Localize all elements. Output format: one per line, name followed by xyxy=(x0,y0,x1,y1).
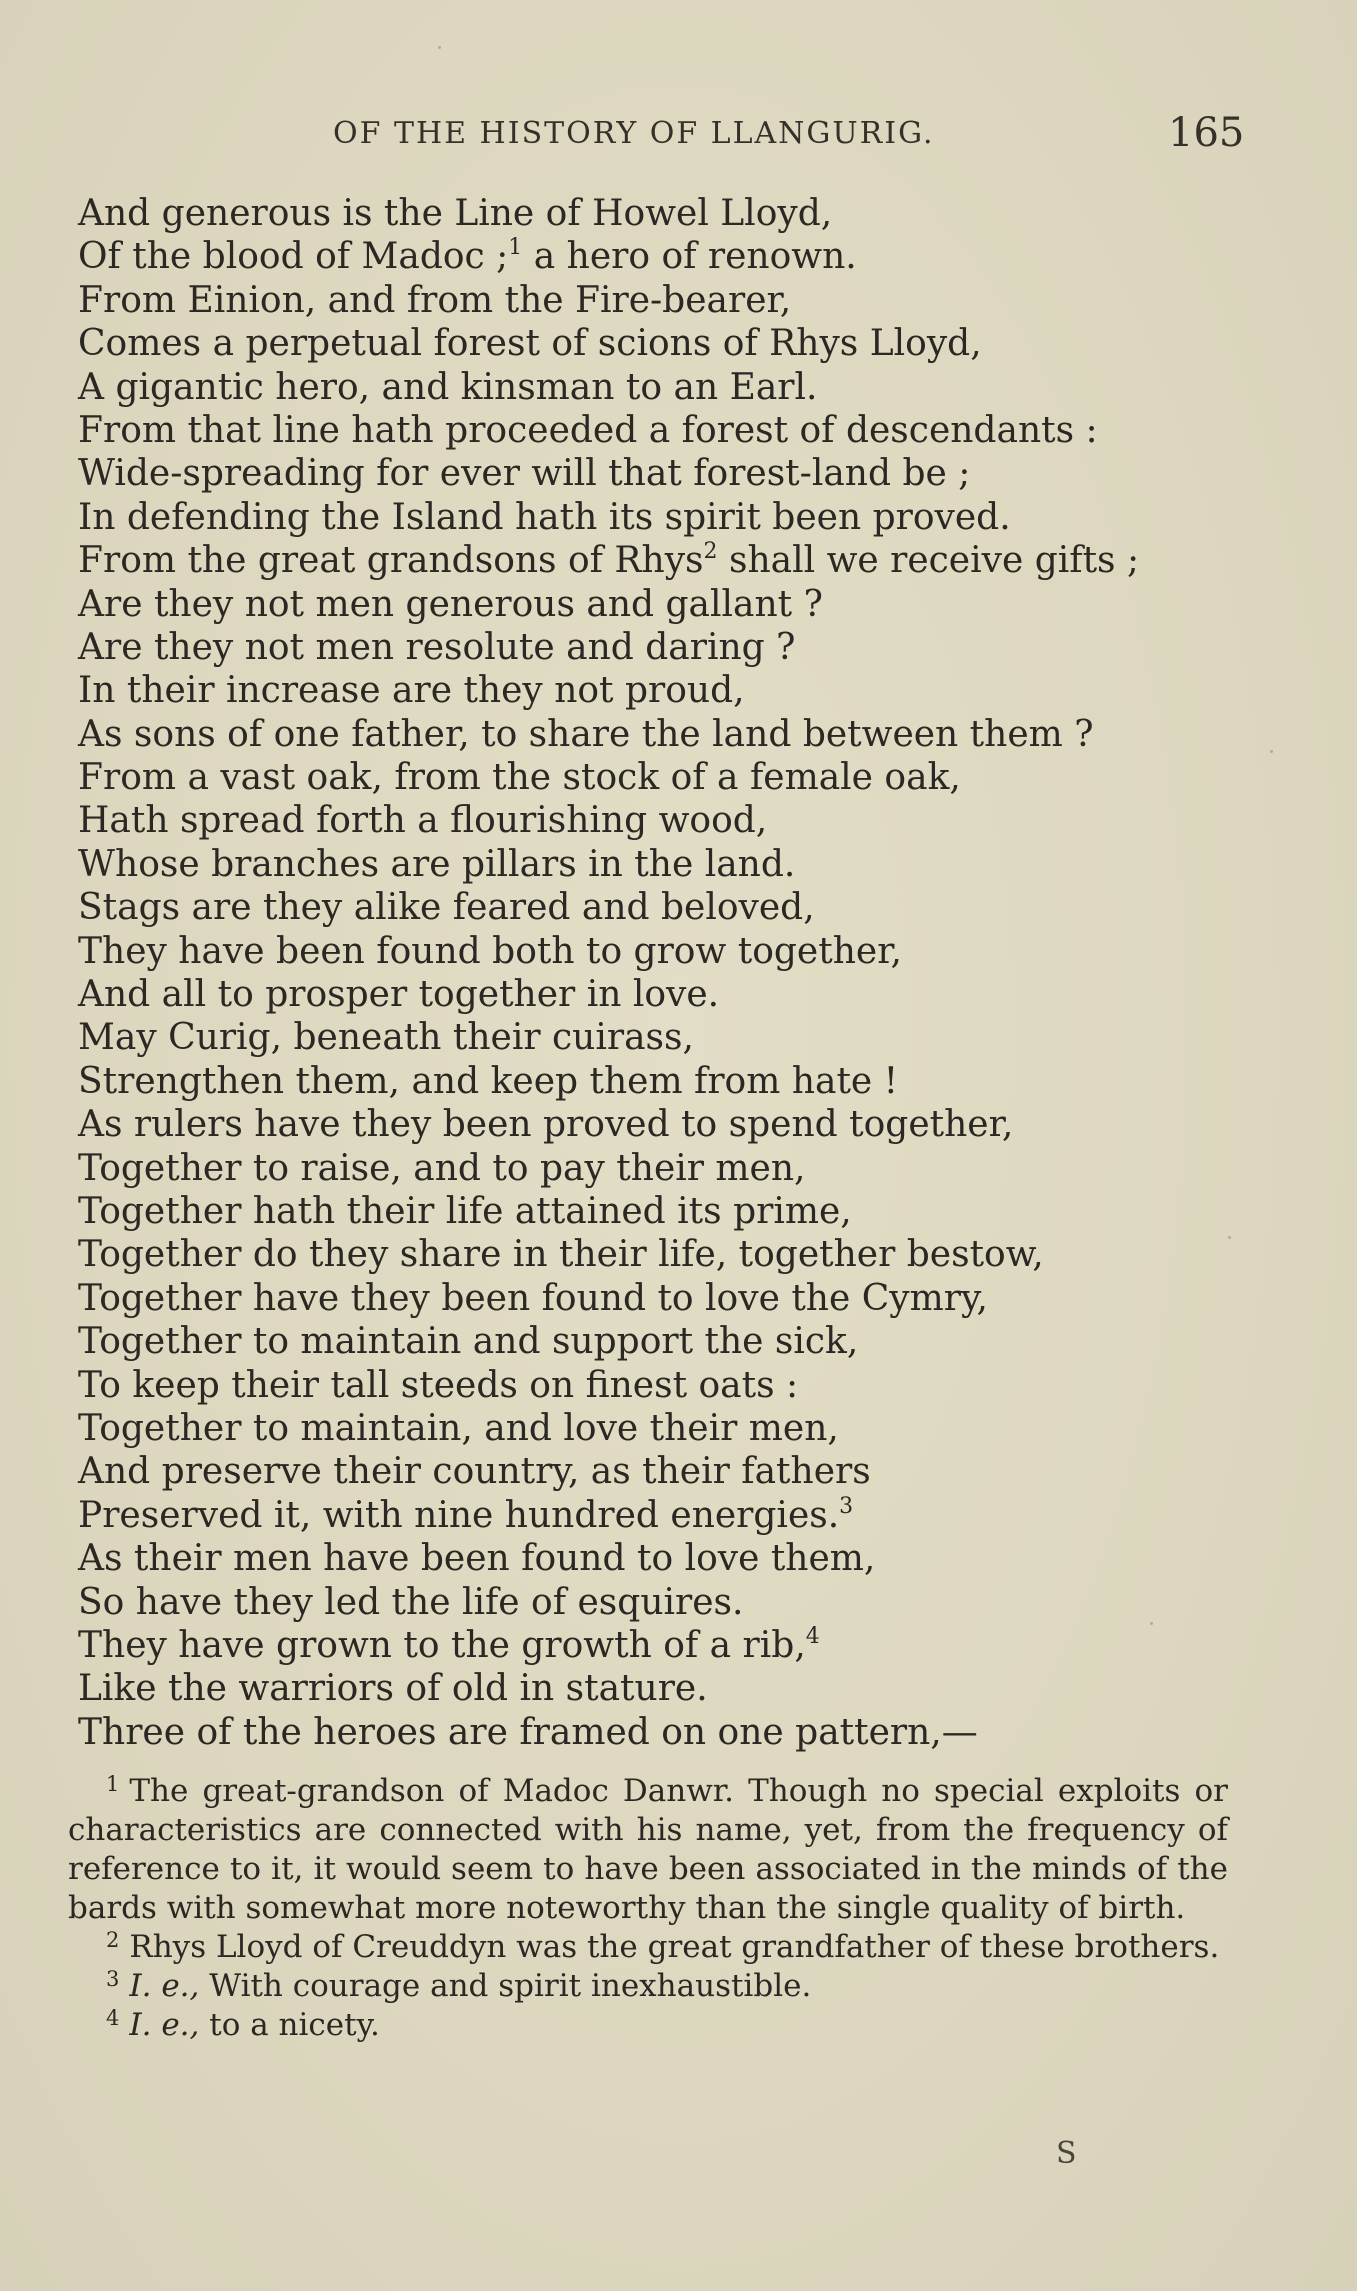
poem-line: Like the warriors of old in stature. xyxy=(78,1668,708,1710)
poem-line: And all to prosper together in love. xyxy=(78,974,720,1016)
poem-line: Wide-spreading for ever will that forest-land be ; xyxy=(78,453,971,495)
poem-line: In defending the Island hath its spirit been proved. xyxy=(78,496,1011,538)
poem-line-text: Preserved it, with nine hundred energies. xyxy=(78,1494,840,1536)
poem-line: They have been found both to grow together, xyxy=(78,930,902,972)
poem-line: Together hath their life attained its prime, xyxy=(78,1190,852,1232)
poem-line: Three of the heroes are framed on one pattern,— xyxy=(78,1711,978,1753)
poem-line xyxy=(78,1494,1278,1537)
poem-line: To keep their tall steeds on finest oats : xyxy=(78,1364,799,1406)
poem-line: Together to raise, and to pay their men, xyxy=(78,1147,806,1189)
poem-line: As their men have been found to love them, xyxy=(78,1538,876,1580)
poem-line: Hath spread forth a flourishing wood, xyxy=(78,800,768,842)
paper-speck xyxy=(1270,750,1273,753)
footnote-marker: 3 xyxy=(106,1967,120,1991)
poem-line-text: Of the blood of Madoc ; xyxy=(78,236,509,278)
footnote xyxy=(68,1928,1228,1967)
poem-line: And preserve their country, as their fathers xyxy=(78,1451,871,1493)
footnote-text: The great-grandson of Madoc Danwr. Though no special exploits or characteristics are connected with his name, yet, from the frequency of reference to it, it would seem to have been associated in the minds of the bards with somewhat more noteworthy than the single quality of birth. xyxy=(68,1773,1228,1926)
footnote-ref: 1 xyxy=(508,235,523,261)
poem-line: Strengthen them, and keep them from hate ! xyxy=(78,1060,899,1102)
footnote-marker: 2 xyxy=(106,1928,120,1952)
poem-line: As rulers have they been proved to spend together, xyxy=(78,1104,1014,1146)
footnote-ref: 3 xyxy=(839,1493,854,1519)
poem-line: From Einion, and from the Fire-bearer, xyxy=(78,279,792,321)
footnote-ref: 4 xyxy=(805,1623,820,1649)
poem-line: From that line hath proceeded a forest of descendants : xyxy=(78,409,1098,451)
footnote xyxy=(68,1967,1228,2006)
poem-line: From a vast oak, from the stock of a female oak, xyxy=(78,757,961,799)
poem-line: And generous is the Line of Howel Lloyd, xyxy=(78,193,833,234)
footnote xyxy=(68,1772,1228,1928)
poem-line: May Curig, beneath their cuirass, xyxy=(78,1017,694,1059)
poem-line: A gigantic hero, and kinsman to an Earl. xyxy=(78,366,818,408)
poem xyxy=(78,192,1278,1754)
poem-line-text: They have grown to the growth of a rib, xyxy=(78,1624,806,1666)
poem-line: Together do they share in their life, together bestow, xyxy=(78,1234,1044,1276)
poem-line xyxy=(78,539,1278,582)
footnote-text: With courage and spirit inexhaustible. xyxy=(199,1968,812,2004)
poem-line: So have they led the life of esquires. xyxy=(78,1581,744,1623)
footnotes xyxy=(68,1772,1228,2045)
page-number: 165 xyxy=(1168,110,1245,156)
poem-line-text: shall we receive gifts ; xyxy=(717,540,1140,582)
footnote-text: Rhys Lloyd of Creuddyn was the great grandfather of these brothers. xyxy=(129,1929,1220,1965)
poem-line: Are they not men generous and gallant ? xyxy=(78,583,823,625)
poem-line: Stags are they alike feared and beloved, xyxy=(78,887,815,929)
footnote xyxy=(68,2006,1228,2045)
footnote-marker: 1 xyxy=(106,1772,120,1796)
footnote-abbrev: I. e., xyxy=(129,2007,200,2043)
paper-speck xyxy=(438,46,441,49)
signature-mark: S xyxy=(1056,2136,1077,2171)
poem-line-text: a hero of renown. xyxy=(522,236,857,278)
poem-line: Together have they been found to love the Cymry, xyxy=(78,1277,988,1319)
poem-line: Together to maintain and support the sick, xyxy=(78,1321,859,1363)
footnote-text: to a nicety. xyxy=(199,2007,380,2043)
footnote-marker: 4 xyxy=(106,2006,120,2030)
poem-line: In their increase are they not proud, xyxy=(78,670,745,712)
poem-line-text: From the great grandsons of Rhys xyxy=(78,540,704,582)
poem-line: Are they not men resolute and daring ? xyxy=(78,626,796,668)
paper-speck xyxy=(1150,1622,1153,1625)
poem-line: As sons of one father, to share the land between them ? xyxy=(78,713,1094,755)
poem-line: Together to maintain, and love their men, xyxy=(78,1407,839,1449)
paper-speck xyxy=(1228,1236,1231,1239)
poem-line xyxy=(78,1624,1278,1667)
running-head: OF THE HISTORY OF LLANGURIG. xyxy=(333,116,935,151)
poem-line xyxy=(78,235,1278,278)
poem-line: Whose branches are pillars in the land. xyxy=(78,843,796,885)
footnote-ref: 2 xyxy=(703,539,718,565)
page-header xyxy=(0,108,1357,158)
poem-line: Comes a perpetual forest of scions of Rhys Lloyd, xyxy=(78,323,982,365)
footnote-abbrev: I. e., xyxy=(129,1968,200,2004)
